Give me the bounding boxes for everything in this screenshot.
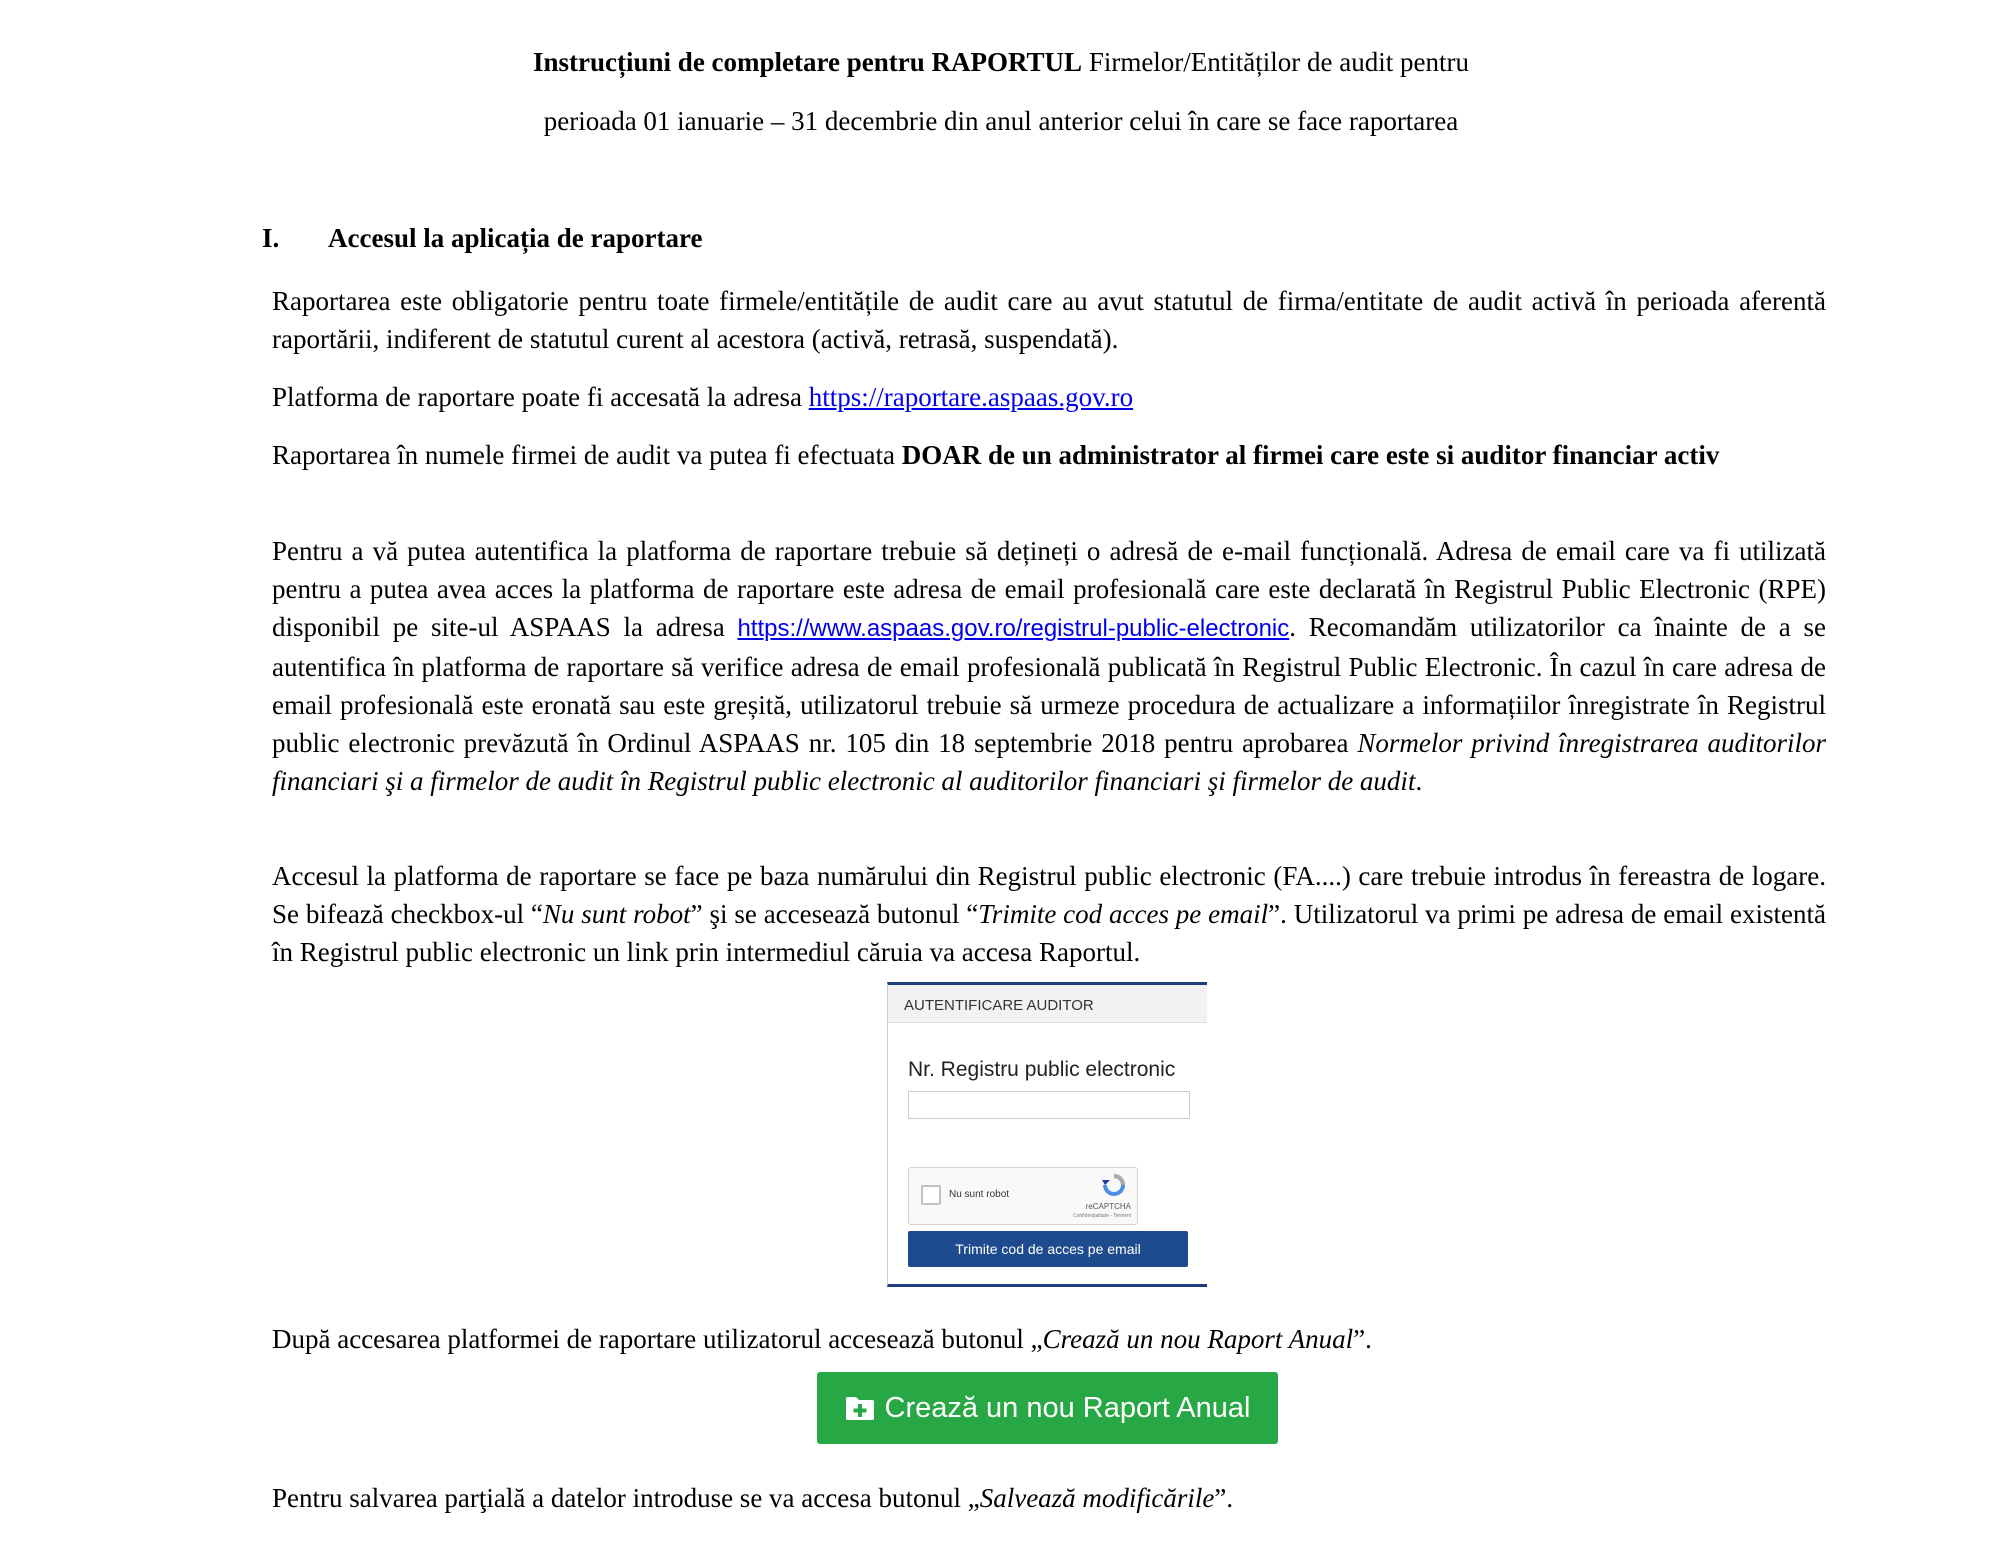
p3-bold: DOAR de un administrator al firmei care este si auditor financiar activ — [901, 440, 1720, 470]
p4-text1: Pentru a vă putea autentifica la platforma de raportare trebuie să dețineți o adresă de e-mail funcțională. Adresa de email care va fi utilizată pentru a putea avea acces la platforma de raportare este adresa de email profesională care este declarată în Registrul Public Electronic (RPE) disponibil pe site-ul ASPAAS la adresa — [272, 536, 1826, 642]
paragraph-create-report — [272, 1320, 1826, 1358]
captcha-brand: reCAPTCHA — [1085, 1202, 1131, 1211]
title-rest: Firmelor/Entităților de audit pentru — [1082, 47, 1469, 77]
section-heading — [262, 223, 702, 254]
create-annual-report-button[interactable] — [817, 1372, 1278, 1444]
section-number: I. — [262, 223, 280, 253]
p6-italic: Crează un nou Raport Anual — [1042, 1324, 1354, 1354]
p7-italic: Salvează modificările — [979, 1483, 1215, 1513]
captcha-checkbox[interactable] — [921, 1185, 941, 1205]
document-title-line2: perioada 01 ianuarie – 31 decembrie din anul anterior celui în care se face raportarea — [543, 106, 1459, 136]
p4-italic: Normelor privind înregistrarea auditorilor financiari şi a firmelor de audit în Registrul public electronic al auditorilor financiari şi firmelor de audit — [272, 728, 1826, 796]
document-title-line1 — [0, 47, 2002, 78]
login-header: AUTENTIFICARE AUDITOR — [888, 985, 1207, 1023]
paragraph-email — [272, 532, 1826, 800]
captcha-label: Nu sunt robot — [949, 1189, 1010, 1200]
p6-text2: ”. — [1353, 1324, 1372, 1354]
p5-text2: ” şi se accesează butonul “ — [690, 899, 979, 929]
registry-number-input[interactable] — [908, 1091, 1190, 1119]
paragraph-admin — [272, 436, 1826, 474]
section-title: Accesul la aplicația de raportare — [328, 223, 703, 253]
paragraph-platform-address — [272, 378, 1826, 416]
p5-text3: ”. Utilizatorul va primi pe adresa de email existentă în Registrul public electronic un link prin intermediul căruia va accesa Raportul. — [272, 899, 1826, 967]
p4-text3: . — [1415, 766, 1423, 796]
platform-link[interactable]: https://raportare.aspaas.gov.ro — [808, 382, 1134, 412]
folder-plus-icon — [845, 1395, 875, 1421]
p5-italic1: Nu sunt robot — [542, 899, 691, 929]
p3-text: Raportarea în numele firmei de audit va putea fi efectuata — [272, 440, 902, 470]
create-button-label: Crează un nou Raport Anual — [884, 1391, 1251, 1424]
p2-text: Platforma de raportare poate fi accesată la adresa — [272, 382, 809, 412]
title-bold: Instrucțiuni de completare pentru RAPORTUL — [533, 47, 1083, 77]
rpe-link[interactable]: https://www.aspaas.gov.ro/registrul-public-electronic — [737, 615, 1290, 642]
p6-text1: După accesarea platformei de raportare utilizatorul accesează butonul „ — [272, 1324, 1043, 1354]
paragraph-access — [272, 857, 1826, 971]
recaptcha-icon — [1101, 1174, 1127, 1196]
login-screenshot — [887, 982, 1207, 1287]
send-access-code-button[interactable]: Trimite cod de acces pe email — [908, 1231, 1188, 1267]
p5-text1: Accesul la platforma de raportare se face pe baza numărului din Registrul public electronic (FA....) care trebuie introdus în fereastra de logare. Se bifează checkbox-ul “ — [272, 861, 1826, 929]
recaptcha-widget — [908, 1167, 1138, 1225]
p7-text1: Pentru salvarea parţială a datelor introduse se va accesa butonul „ — [272, 1483, 980, 1513]
paragraph-obligation: Raportarea este obligatorie pentru toate firmele/entitățile de audit care au avut statutul de firma/entitate de audit activă în perioada aferentă raportării, indiferent de statutul curent al acestora (activă, retrasă, suspendată). — [272, 286, 1826, 354]
captcha-terms: Confidențialitate - Termeni — [1073, 1213, 1131, 1219]
registry-number-label: Nr. Registru public electronic — [908, 1058, 1176, 1081]
p5-italic2: Trimite cod acces pe email — [978, 899, 1269, 929]
p4-text2: . Recomandăm utilizatorilor ca înainte de a se autentifica în platforma de raportare să verifice adresa de email profesională publicată în Registrul Public Electronic. În cazul în care adresa de email profesională este eronată sau este greșită, utilizatorul trebuie să urmeze procedura de actualizare a informațiilor înregistrate în Registrul public electronic prevăzută în Ordinul ASPAAS nr. 105 din 18 septembrie 2018 pentru aprobarea — [272, 612, 1826, 758]
paragraph-save — [272, 1479, 1826, 1517]
p7-text2: ”. — [1214, 1483, 1234, 1513]
